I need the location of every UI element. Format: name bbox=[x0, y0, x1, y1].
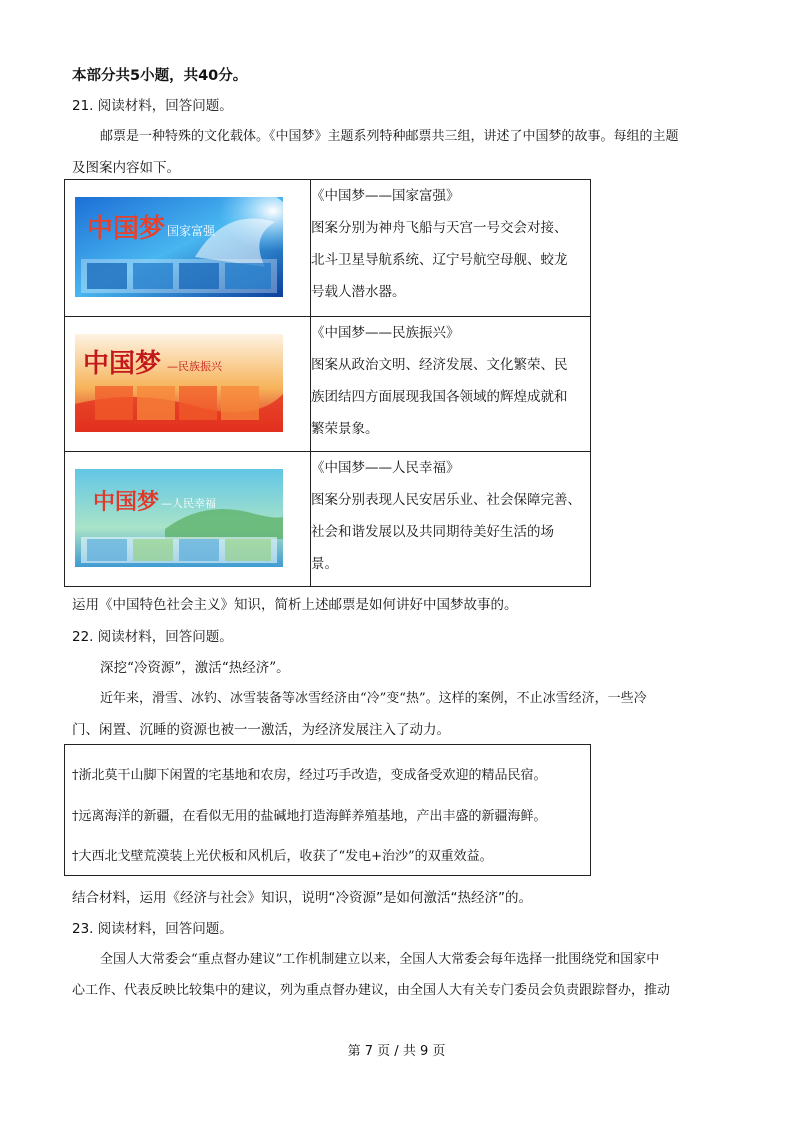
stamp-line: 图案从政治文明、经济发展、文化繁荣、民 bbox=[311, 357, 568, 373]
q22-line1: 深挖“冷资源”，激活“热经济”。 bbox=[100, 660, 290, 676]
stamp-line: 族团结四方面展现我国各领域的辉煌成就和 bbox=[311, 389, 568, 405]
q22-title: 22. 阅读材料，回答问题。 bbox=[72, 629, 233, 645]
q22-item-1: †浙北莫干山脚下闲置的宅基地和农房，经过巧手改造，变成备受欢迎的精品民宿。 bbox=[72, 768, 547, 783]
page-footer: 第 7 页 / 共 9 页 bbox=[347, 1044, 446, 1059]
stamp-image-happiness bbox=[75, 469, 283, 567]
q22-question: 结合材料，运用《经济与社会》知识，说明“冷资源”是如何激活“热经济”的。 bbox=[72, 890, 532, 906]
stamp-caption-1: 中国梦 bbox=[87, 214, 166, 244]
stamp-table bbox=[64, 179, 591, 587]
stamp-caption-3: 中国梦 bbox=[93, 489, 160, 515]
stamp-line: 图案分别为神舟飞船与天宫一号交会对接、 bbox=[311, 220, 568, 236]
stamp-subcaption-2: —民族振兴 bbox=[167, 360, 222, 373]
stamp-image-rejuvenation bbox=[75, 334, 283, 432]
q22-line3: 门、闲置、沉睡的资源也被一一激活，为经济发展注入了动力。 bbox=[72, 722, 450, 738]
stamp-title-2: 《中国梦——民族振兴》 bbox=[311, 325, 460, 341]
q23-line2: 心工作、代表反映比较集中的建议，列为重点督办建议，由全国人大有关专门委员会负责跟踪督办，推动 bbox=[72, 983, 671, 998]
q22-item-3: †大西北戈壁荒漠装上光伏板和风机后，收获了“发电+治沙”的双重效益。 bbox=[72, 849, 493, 864]
stamp-row-2 bbox=[65, 317, 591, 452]
q23-line1: 全国人大常委会“重点督办建议”工作机制建立以来，全国人大常委会每年选择一批围绕党和国家中 bbox=[100, 952, 660, 967]
stamp-line: 号载人潜水器。 bbox=[311, 284, 406, 300]
q21-title: 21. 阅读材料，回答问题。 bbox=[72, 98, 233, 114]
q21-intro-line1: 邮票是一种特殊的文化载体。《中国梦》主题系列特种邮票共三组，讲述了中国梦的故事。每组的主题 bbox=[100, 129, 679, 144]
stamp-title-1: 《中国梦——国家富强》 bbox=[311, 188, 460, 204]
stamp-caption-2: 中国梦 bbox=[83, 349, 162, 379]
stamp-line: 图案分别表现人民安居乐业、社会保障完善、 bbox=[311, 492, 581, 508]
stamp-subcaption-3: —人民幸福 bbox=[161, 497, 216, 510]
stamp-title-3: 《中国梦——人民幸福》 bbox=[311, 460, 460, 476]
stamp-subcaption-1: 国家富强 bbox=[167, 224, 216, 238]
stamp-image-prosperity bbox=[75, 197, 283, 297]
q23-title: 23. 阅读材料，回答问题。 bbox=[72, 921, 233, 937]
stamp-line: 景。 bbox=[311, 556, 338, 572]
stamp-line: 繁荣景象。 bbox=[311, 421, 379, 437]
section-header: 本部分共5小题，共40分。 bbox=[72, 68, 248, 84]
q21-question: 运用《中国特色社会主义》知识，简析上述邮票是如何讲好中国梦故事的。 bbox=[72, 597, 518, 613]
stamp-line: 社会和谐发展以及共同期待美好生活的场 bbox=[311, 524, 554, 540]
stamp-desc-3 bbox=[311, 452, 591, 587]
q21-intro-line2: 及图案内容如下。 bbox=[72, 160, 180, 176]
stamp-desc-1 bbox=[311, 180, 591, 317]
q22-line2: 近年来，滑雪、冰钓、冰雪装备等冰雪经济由“冷”变“热”。这样的案例，不止冰雪经济，一些冷 bbox=[100, 691, 647, 706]
stamp-row-3 bbox=[65, 452, 591, 587]
stamp-line: 北斗卫星导航系统、辽宁号航空母舰、蛟龙 bbox=[311, 252, 568, 268]
stamp-row-1 bbox=[65, 180, 591, 317]
q22-material-box bbox=[64, 744, 591, 876]
q22-item-2: †远离海洋的新疆，在看似无用的盐碱地打造海鲜养殖基地，产出丰盛的新疆海鲜。 bbox=[72, 809, 547, 824]
stamp-desc-2 bbox=[311, 317, 591, 452]
